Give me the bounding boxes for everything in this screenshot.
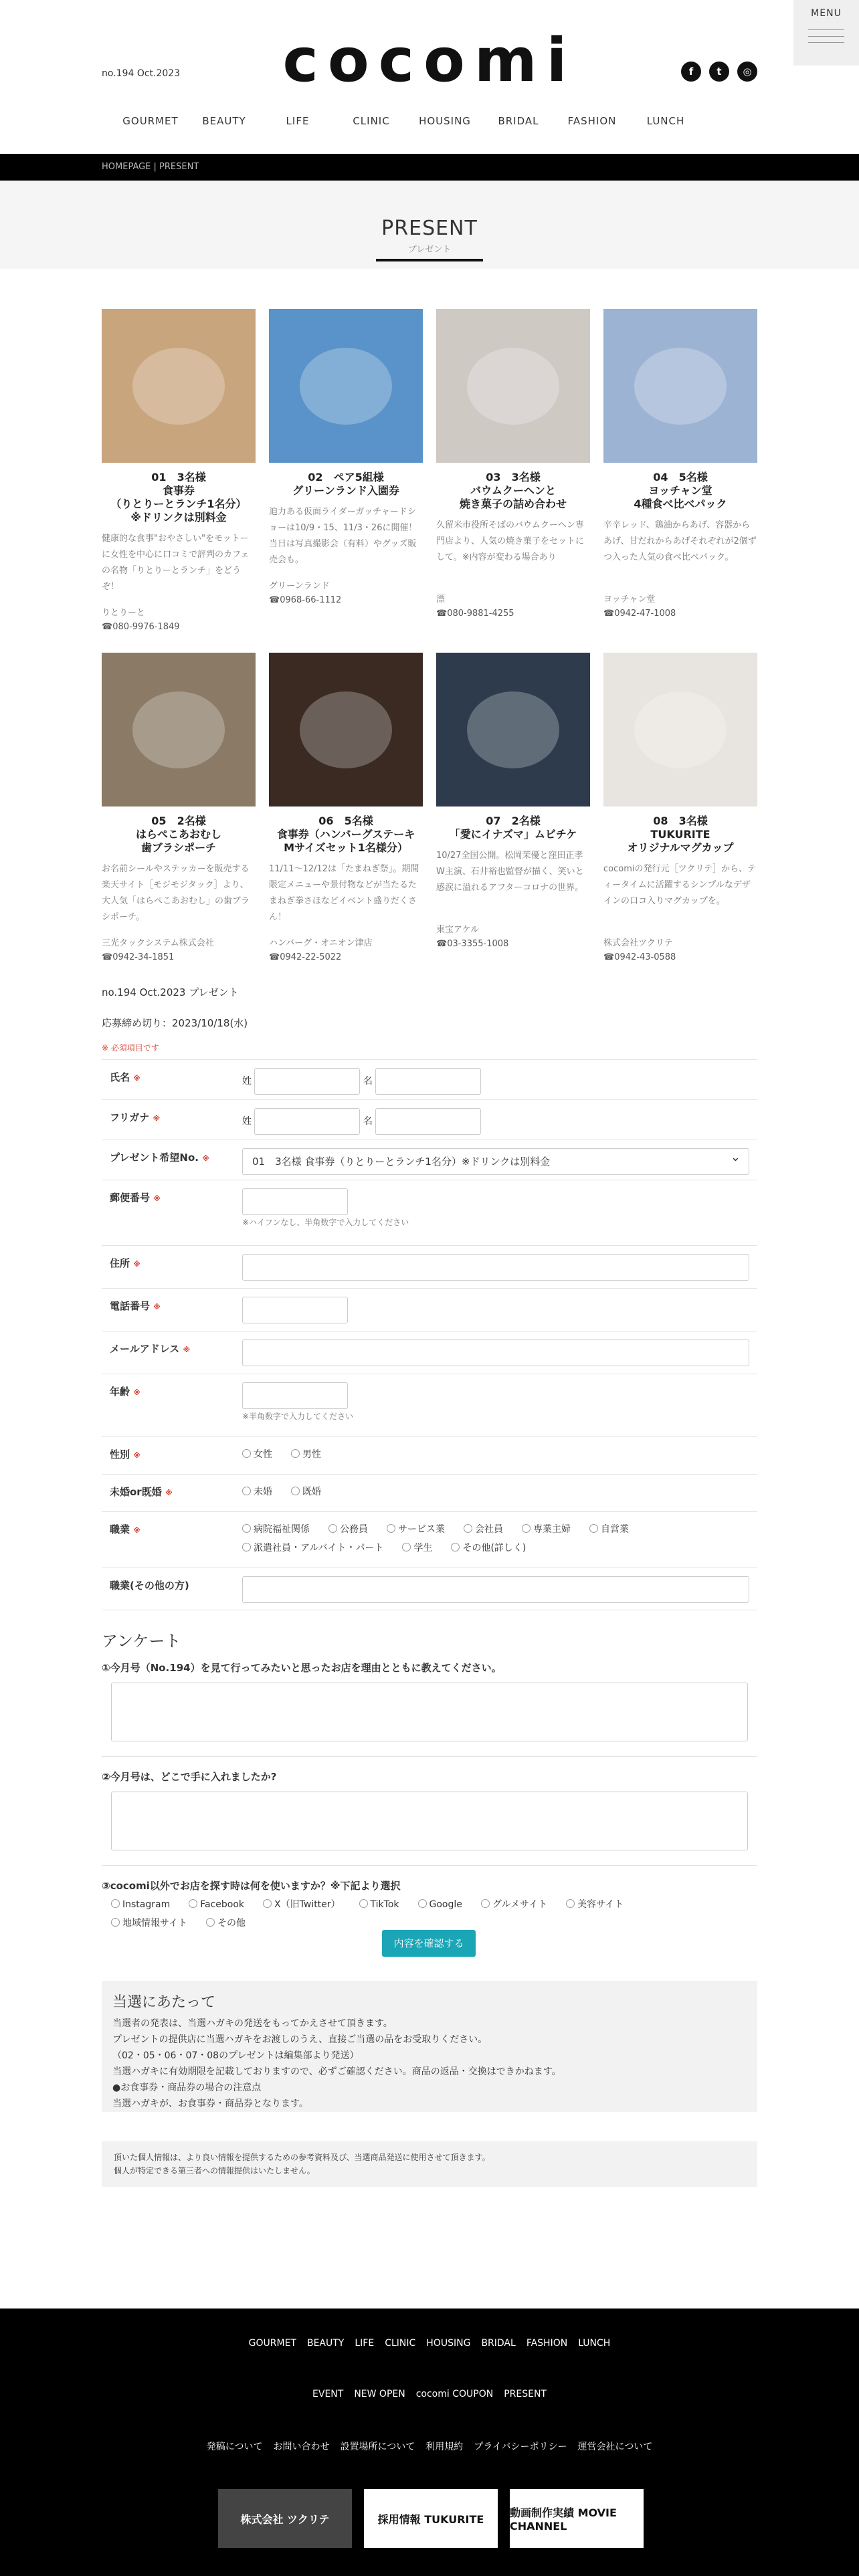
footer-link[interactable]: 運営会社について	[577, 2442, 653, 2452]
footer-link[interactable]: HOUSING	[426, 2338, 471, 2349]
issue-label: no.194 Oct.2023	[102, 68, 181, 79]
survey-q3-option[interactable]: その他	[206, 1914, 246, 1933]
footer-badge[interactable]: 株式会社 ツクリテ	[218, 2489, 352, 2548]
page-subtitle: プレゼント	[407, 245, 452, 255]
marital-label: 未婚or既婚 ※	[110, 1486, 173, 1498]
job-radio[interactable]: サービス業	[387, 1520, 445, 1539]
footer-link[interactable]: NEW OPEN	[354, 2389, 405, 2399]
survey-q3-option[interactable]: TikTok	[359, 1895, 399, 1914]
present-title: 01 3名様 食事券 （りとりーとランチ1名分） ※ドリンクは別料金	[110, 471, 247, 524]
survey-q2-textarea[interactable]	[111, 1792, 748, 1850]
present-photo	[436, 309, 590, 463]
job-radio[interactable]: 専業主婦	[522, 1520, 571, 1539]
survey-q2: ②今月号は、どこで手に入れましたか?	[102, 1771, 277, 1783]
winner-info-line: （02・05・06・07・08のプレゼントは編集部より発送）	[112, 2050, 359, 2061]
privacy-note	[102, 2141, 757, 2187]
footer-link[interactable]: PRESENT	[504, 2389, 547, 2399]
footer-link[interactable]: EVENT	[312, 2389, 344, 2399]
footer-link[interactable]: GOURMET	[248, 2338, 296, 2349]
nav-gourmet[interactable]: GOURMET	[122, 115, 179, 127]
first-name-kana-input[interactable]	[375, 1108, 481, 1135]
present-photo	[603, 653, 757, 807]
present-card[interactable]	[603, 309, 757, 653]
job-radio[interactable]: 学生	[402, 1539, 432, 1558]
twitter-icon[interactable]: t	[709, 62, 729, 82]
site-header	[0, 0, 859, 154]
footer-link[interactable]: LUNCH	[578, 2338, 611, 2349]
present-title: 06 5名様 食事券（ハンバーグステーキ Mサイズセット1名様分）	[276, 815, 415, 854]
present-shop: りとりーと	[102, 608, 146, 618]
present-grid	[102, 309, 757, 996]
last-name-input[interactable]	[254, 1068, 360, 1095]
sei-label: 姓	[242, 1116, 252, 1127]
present-shop: 株式会社ツクリテ	[603, 938, 673, 948]
present-desc: お名前シールやステッカーを販売する楽天サイト［モジモジタック］より、大人気「はらぺこあおむし」の歯ブラシポーチ。	[102, 864, 250, 922]
present-card[interactable]	[269, 309, 423, 653]
survey-title: アンケート	[102, 1632, 181, 1650]
job-radio[interactable]: その他(詳しく)	[451, 1539, 526, 1558]
survey-q3-option[interactable]: Instagram	[111, 1895, 170, 1914]
present-tel: ☎080-9881-4255	[436, 609, 514, 619]
footer-link[interactable]: FASHION	[526, 2338, 568, 2349]
present-photo	[269, 309, 423, 463]
form-intro	[102, 980, 757, 1053]
present-shop: 漂	[436, 595, 446, 605]
name-label: 氏名 ※	[110, 1071, 140, 1083]
footer-link[interactable]: cocomi COUPON	[415, 2389, 494, 2399]
mei-label: 名	[363, 1076, 373, 1087]
present-photo	[102, 653, 256, 807]
job-radio[interactable]: 公務員	[328, 1520, 368, 1539]
address-input[interactable]	[242, 1254, 749, 1281]
facebook-icon[interactable]: f	[681, 62, 701, 82]
present-card[interactable]	[603, 653, 757, 996]
present-select[interactable]: 01 3名様 食事券（りとりーとランチ1名分）※ドリンクは別料金 ⌄	[242, 1148, 749, 1175]
job-label: 職業 ※	[110, 1523, 140, 1535]
breadcrumb: HOMEPAGE | PRESENT	[0, 154, 859, 181]
gender-label: 性別 ※	[110, 1448, 140, 1461]
nav-housing[interactable]: HOUSING	[419, 115, 471, 127]
age-label: 年齢 ※	[110, 1386, 140, 1398]
winner-info-line: 当選者の発表は、当選ハガキの発送をもってかえさせて頂きます。	[112, 2018, 393, 2029]
present-card[interactable]	[269, 653, 423, 996]
marital-radio[interactable]: 既婚	[291, 1483, 321, 1501]
footer-link[interactable]: BRIDAL	[481, 2338, 516, 2349]
email-label: メールアドレス ※	[110, 1343, 191, 1355]
sei-label: 姓	[242, 1076, 252, 1087]
present-tel: ☎0968-66-1112	[269, 595, 342, 605]
gender-radio[interactable]: 男性	[291, 1445, 321, 1464]
job-radio[interactable]: 自営業	[589, 1520, 629, 1539]
page-hero	[0, 181, 859, 269]
privacy-line: 個人が特定できる第三者への情報提供はいたしません。	[114, 2166, 315, 2175]
gender-radio[interactable]: 女性	[242, 1445, 272, 1464]
footer-link[interactable]: 設置場所について	[340, 2442, 415, 2452]
present-title: 07 2名様 「愛にイナズマ」ムビチケ	[449, 815, 577, 841]
nav-beauty[interactable]: BEAUTY	[202, 115, 246, 127]
job-other-input[interactable]	[242, 1576, 749, 1603]
survey-q3-option[interactable]: 美容サイト	[566, 1895, 624, 1914]
entry-form	[102, 1059, 757, 1610]
present-title: 05 2名様 はらぺこあおむし 歯ブラシポーチ	[135, 815, 221, 854]
job-radio[interactable]: 会社員	[464, 1520, 503, 1539]
footer-link[interactable]: 利用規約	[425, 2442, 464, 2452]
present-card[interactable]	[436, 653, 590, 996]
tel-input[interactable]	[242, 1297, 348, 1323]
present-shop: ヨッチャン堂	[603, 595, 656, 605]
job-radio[interactable]: 派遣社員・アルバイト・パート	[242, 1539, 383, 1558]
address-label: 住所 ※	[110, 1257, 140, 1269]
present-tel: ☎0942-43-0588	[603, 952, 676, 962]
present-title: 02 ペア5組様 グリーンランド入園券	[292, 471, 399, 497]
site-footer	[0, 2309, 859, 2576]
nav-fashion[interactable]: FASHION	[567, 115, 617, 127]
footer-link[interactable]: お問い合わせ	[273, 2442, 330, 2452]
present-label: プレゼント希望No. ※	[110, 1152, 209, 1164]
job-radio[interactable]: 病院福祉関係	[242, 1520, 310, 1539]
present-tel: ☎080-9976-1849	[102, 622, 180, 632]
mei-label: 名	[363, 1116, 373, 1127]
survey-q3-option[interactable]: 地域情報サイト	[111, 1914, 187, 1933]
present-card[interactable]	[102, 309, 256, 653]
footer-link[interactable]: LIFE	[355, 2338, 375, 2349]
page-title: PRESENT	[381, 217, 478, 240]
last-name-kana-input[interactable]	[254, 1108, 360, 1135]
main-nav	[114, 115, 702, 127]
nav-bridal[interactable]: BRIDAL	[498, 115, 539, 127]
present-shop: ハンバーグ・オニオン津店	[269, 938, 373, 948]
survey-q3: ③cocomi以外でお店を探す時は何を使いますか？※下記より選択	[102, 1880, 401, 1892]
present-desc: 11/11〜12/12は「たまねぎ祭」。期間限定メニューや景付物などが当たるたまねぎ拳さほなどイベント盛りだくさん！	[269, 864, 419, 922]
present-shop: 三光タックシステム株式会社	[102, 938, 214, 948]
survey-q3-option[interactable]: Facebook	[189, 1895, 244, 1914]
menu-label: MENU	[811, 8, 842, 19]
present-tel: ☎0942-22-5022	[269, 952, 342, 962]
present-photo	[603, 309, 757, 463]
present-shop: 東宝アケル	[436, 925, 479, 935]
privacy-line: 頂いた個人情報は、より良い情報を提供するための参考資料及び、当選商品発送に使用させて頂きます。	[114, 2153, 490, 2162]
first-name-input[interactable]	[375, 1068, 481, 1095]
footer-link[interactable]: CLINIC	[385, 2338, 416, 2349]
survey	[102, 1628, 757, 1933]
confirm-button[interactable]: 内容を確認する	[382, 1930, 476, 1957]
tel-label: 電話番号 ※	[110, 1300, 161, 1312]
social-links	[681, 62, 757, 82]
email-input[interactable]	[242, 1339, 749, 1366]
present-desc: 久留米市役所そばのバウムクーヘン専門店より、人気の焼き菓子をセットにして。※内容が変わる場合あり	[436, 520, 585, 562]
title-underline	[376, 259, 483, 261]
kana-label: フリガナ ※	[110, 1111, 161, 1123]
present-tel: ☎03-3355-1008	[436, 939, 509, 949]
winner-info	[102, 1981, 757, 2112]
zip-label: 郵便番号 ※	[110, 1192, 161, 1204]
zip-input[interactable]	[242, 1188, 348, 1215]
present-desc: cocomiの発行元［ツクリテ］から、ティータイムに活躍するシンプルなデザインの口コ入りマグカップを。	[603, 864, 757, 906]
nav-clinic[interactable]: CLINIC	[353, 115, 390, 127]
present-desc: 辛辛レッド、鶏油からあげ、容器からあげ、甘だれからあげそれぞれが2個ずつ入った人気の食べ比べパック。	[603, 520, 757, 562]
footer-badge[interactable]: 動画制作実績 MOVIE CHANNEL	[510, 2489, 644, 2548]
survey-q3-option[interactable]: X（旧Twitter）	[263, 1895, 341, 1914]
present-title: 03 3名様 バウムクーヘンと 焼き菓子の詰め合わせ	[459, 471, 567, 510]
age-input[interactable]	[242, 1382, 348, 1409]
present-shop: グリーンランド	[269, 581, 330, 591]
footer-link[interactable]: プライバシーポリシー	[474, 2442, 567, 2452]
winner-info-line: 当選ハガキが、お食事券・商品券となります。	[112, 2099, 308, 2109]
marital-radio[interactable]: 未婚	[242, 1483, 272, 1501]
required-note: ※ 必須項目です	[102, 1043, 159, 1053]
job-other-label: 職業(その他の方)	[110, 1580, 189, 1592]
footer-badge[interactable]: 採用情報 TUKURITE	[364, 2489, 498, 2548]
present-desc: 迫力ある仮面ライダーガッチャードショーは10/9・15、11/3・26に開催！当日は写真撮影会（有料）やグッズ販売会も。	[269, 507, 417, 565]
present-tel: ☎0942-34-1851	[102, 952, 175, 962]
present-desc: 10/27全国公開。松岡茉優と窪田正孝W主演、石井裕也監督が描く、笑いと感涙に溢れるアフターコロナの世界。	[436, 851, 584, 893]
footer-link[interactable]: BEAUTY	[306, 2338, 345, 2349]
survey-q3-option[interactable]: グルメサイト	[481, 1895, 547, 1914]
instagram-icon[interactable]: ◎	[737, 62, 757, 82]
winner-info-line: 当選ハガキに有効期限を記載しておりますので、必ずご確認ください。商品の返品・交換はできかねます。	[112, 2066, 561, 2077]
present-photo	[102, 309, 256, 463]
survey-q1: ①今月号（No.194）を見て行ってみたいと思ったお店を理由とともに教えてください。	[102, 1662, 502, 1674]
present-photo	[269, 653, 423, 807]
footer-link[interactable]: 発稿について	[206, 2442, 263, 2452]
age-note: ※半角数字で入力してください	[242, 1412, 354, 1421]
present-tel: ☎0942-47-1008	[603, 609, 676, 619]
nav-lunch[interactable]: LUNCH	[646, 115, 685, 127]
deadline: 応募締め切り：2023/10/18(水)	[102, 1017, 248, 1029]
present-card[interactable]	[436, 309, 590, 653]
site-logo[interactable]: cocomi	[282, 25, 577, 96]
nav-life[interactable]: LIFE	[286, 115, 310, 127]
winner-info-line: ●お食事券・商品券の場合の注意点	[112, 2082, 262, 2093]
present-title: 08 3名様 TUKURITE オリジナルマグカップ	[627, 815, 734, 854]
zip-note: ※ハイフンなし、半角数字で入力してください	[242, 1218, 409, 1227]
survey-q1-textarea[interactable]	[111, 1683, 748, 1741]
present-card[interactable]	[102, 653, 256, 996]
winner-info-line: プレゼントの提供店に当選ハガキをお渡しのうえ、直接ご当選の品をお受取りください。	[112, 2034, 488, 2045]
winner-info-title: 当選にあたって	[112, 1994, 216, 2011]
form-heading: no.194 Oct.2023 プレゼント	[102, 986, 239, 998]
present-photo	[436, 653, 590, 807]
present-desc: 健康的な食事"おやさしい"をモットーに女性を中心に口コミで評判のカフェの名物「りとりーとランチ」をどうぞ！	[102, 534, 250, 592]
present-title: 04 5名様 ヨッチャン堂 4種食べ比べパック	[634, 471, 727, 510]
survey-q3-option[interactable]: Google	[418, 1895, 462, 1914]
